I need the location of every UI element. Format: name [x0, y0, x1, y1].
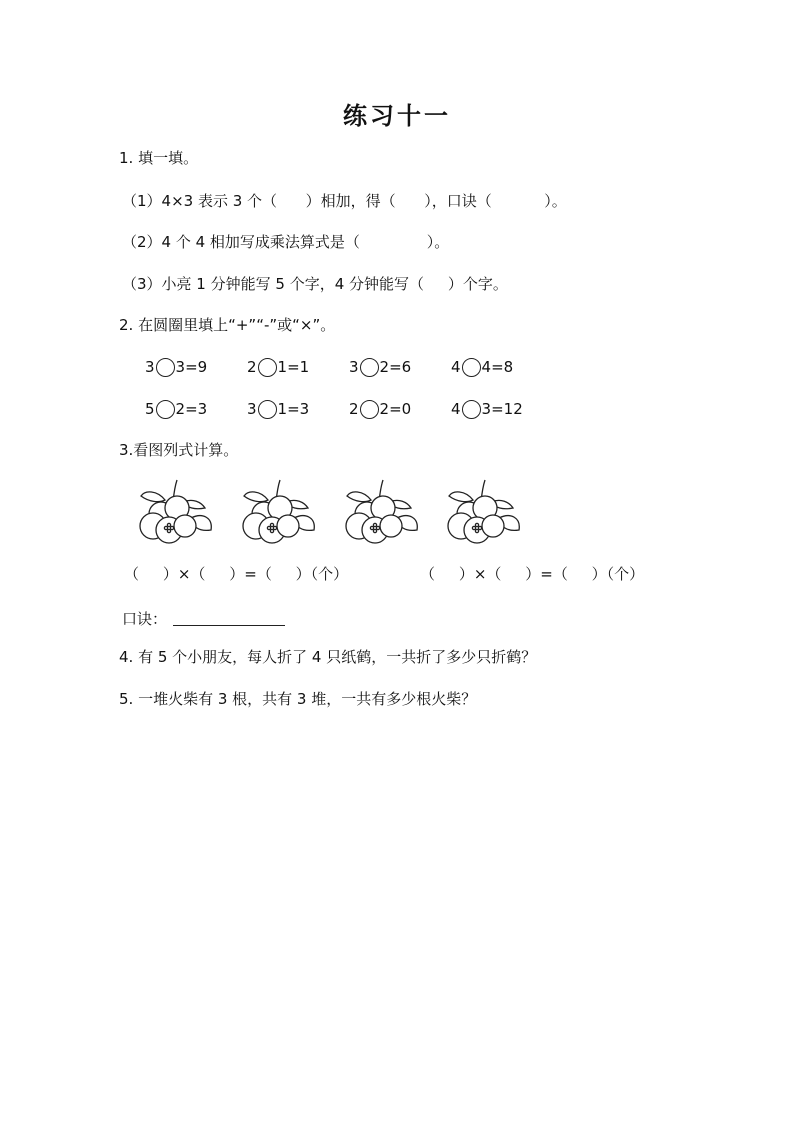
equation-left-operand: 2 [349, 400, 359, 418]
q3-equation-left: （ ）×（ ）=（ ）（个） [124, 565, 349, 583]
equation-left-operand: 2 [247, 358, 257, 376]
q1-item-1: （1）4×3 表示 3 个（ ）相加，得（ ），口诀（ ）。 [122, 192, 567, 210]
berry-cluster-icon [133, 478, 215, 550]
berry-cluster-icon [236, 478, 318, 550]
equation-rest: 4=8 [481, 358, 514, 376]
operator-circle[interactable] [462, 400, 481, 419]
equation-rest: 2=3 [175, 400, 208, 418]
operator-circle[interactable] [156, 358, 175, 377]
q3-heading: 3.看图列式计算。 [119, 441, 239, 459]
q2-equation [145, 355, 207, 379]
operator-circle[interactable] [258, 358, 277, 377]
operator-circle[interactable] [360, 400, 379, 419]
q1-item-2: （2）4 个 4 相加写成乘法算式是（ ）。 [122, 233, 450, 251]
equation-left-operand: 3 [247, 400, 257, 418]
q2-heading: 2. 在圆圈里填上“+”“-”或“×”。 [119, 316, 336, 334]
equation-rest: 2=6 [379, 358, 412, 376]
operator-circle[interactable] [360, 358, 379, 377]
q4-text: 4. 有 5 个小朋友，每人折了 4 只纸鹤，一共折了多少只折鹤？ [119, 648, 537, 666]
equation-left-operand: 3 [349, 358, 359, 376]
equation-rest: 3=12 [481, 400, 523, 418]
equation-rest: 2=0 [379, 400, 412, 418]
q2-equation [145, 397, 207, 421]
q5-text: 5. 一堆火柴有 3 根，共有 3 堆，一共有多少根火柴？ [119, 690, 477, 708]
q2-equation [451, 397, 523, 421]
equation-rest: 3=9 [175, 358, 208, 376]
q1-heading: 1. 填一填。 [119, 149, 199, 167]
page-title: 练习十一 [343, 102, 451, 130]
q2-equation [349, 355, 411, 379]
berry-cluster-icon [441, 478, 523, 550]
q3-koujue [122, 606, 285, 630]
equation-rest: 1=3 [277, 400, 310, 418]
berry-cluster-icon [339, 478, 421, 550]
equation-rest: 1=1 [277, 358, 310, 376]
equation-left-operand: 4 [451, 358, 461, 376]
q1-item-3: （3）小亮 1 分钟能写 5 个字，4 分钟能写（ ）个字。 [122, 275, 508, 293]
equation-left-operand: 4 [451, 400, 461, 418]
q2-equation [451, 355, 513, 379]
q2-equation [247, 355, 309, 379]
q2-equation [349, 397, 411, 421]
q3-equation-right: （ ）×（ ）=（ ）（个） [420, 565, 645, 583]
operator-circle[interactable] [156, 400, 175, 419]
operator-circle[interactable] [462, 358, 481, 377]
operator-circle[interactable] [258, 400, 277, 419]
equation-left-operand: 5 [145, 400, 155, 418]
q2-equation [247, 397, 309, 421]
koujue-answer-line[interactable] [173, 611, 285, 626]
koujue-label: 口诀： [122, 609, 168, 628]
equation-left-operand: 3 [145, 358, 155, 376]
